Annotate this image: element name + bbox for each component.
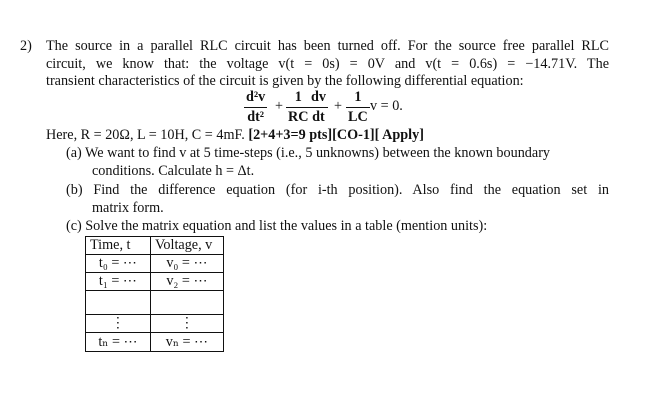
fraction-1-rc: 1 RC <box>288 89 309 125</box>
table-cell: t₀ = ⋯ <box>86 255 151 273</box>
table-cell: ⋮ <box>151 315 224 333</box>
part-c-line-1: (c) Solve the matrix equation and list the values in a table (mention units): <box>66 218 488 234</box>
voltage-table <box>85 236 224 352</box>
problem-number: 2) <box>20 38 32 54</box>
table-cell: t₁ = ⋯ <box>86 273 151 291</box>
table-cell: ⋮ <box>86 315 151 333</box>
table-cell: v₀ = ⋯ <box>151 255 224 273</box>
intro-line-2: circuit, we know that: the voltage v(t = 0s) = 0V and v(t = 0.6s) = −14.71V. The <box>46 56 609 72</box>
part-b-line-1: (b) Find the difference equation (for i-th position). Also find the equation set in <box>66 182 609 198</box>
table-row <box>86 333 224 352</box>
table-row <box>86 291 224 315</box>
fraction-d2v-dt2: d²v dt² <box>246 89 266 125</box>
intro-line-3: transient characteristics of the circuit is given by the following differential equation: <box>46 73 524 89</box>
table-row <box>86 315 224 333</box>
table-cell: tₙ = ⋯ <box>86 333 151 352</box>
header-voltage: Voltage, v <box>151 237 224 255</box>
table-cell: v₂ = ⋯ <box>151 273 224 291</box>
points-label: [2+4+3=9 pts][CO-1][ Apply] <box>248 127 424 143</box>
fraction-1-lc: 1 LC <box>348 89 368 125</box>
table-cell: vₙ = ⋯ <box>151 333 224 352</box>
table-row <box>86 273 224 291</box>
table-header-row <box>86 237 224 255</box>
circuit-parameters: Here, R = 20Ω, L = 10H, C = 4mF. <box>46 127 245 143</box>
part-b-line-2: matrix form. <box>92 200 164 216</box>
intro-line-1: The source in a parallel RLC circuit has been turned off. For the source free parallel RLC <box>46 38 609 54</box>
parameters-line <box>46 127 424 144</box>
part-a-line-1: (a) We want to find v at 5 time-steps (i.e., 5 unknowns) between the known boundary <box>66 145 551 161</box>
part-a-line-2: conditions. Calculate h = Δt. <box>92 163 255 179</box>
table-row <box>86 255 224 273</box>
table-cell <box>86 291 151 315</box>
table-cell <box>151 291 224 315</box>
differential-equation: d²v dt² + 1 RC dv dt + 1 LC v = 0. <box>246 89 403 125</box>
header-time: Time, t <box>86 237 151 255</box>
fraction-dv-dt: dv dt <box>311 89 326 125</box>
